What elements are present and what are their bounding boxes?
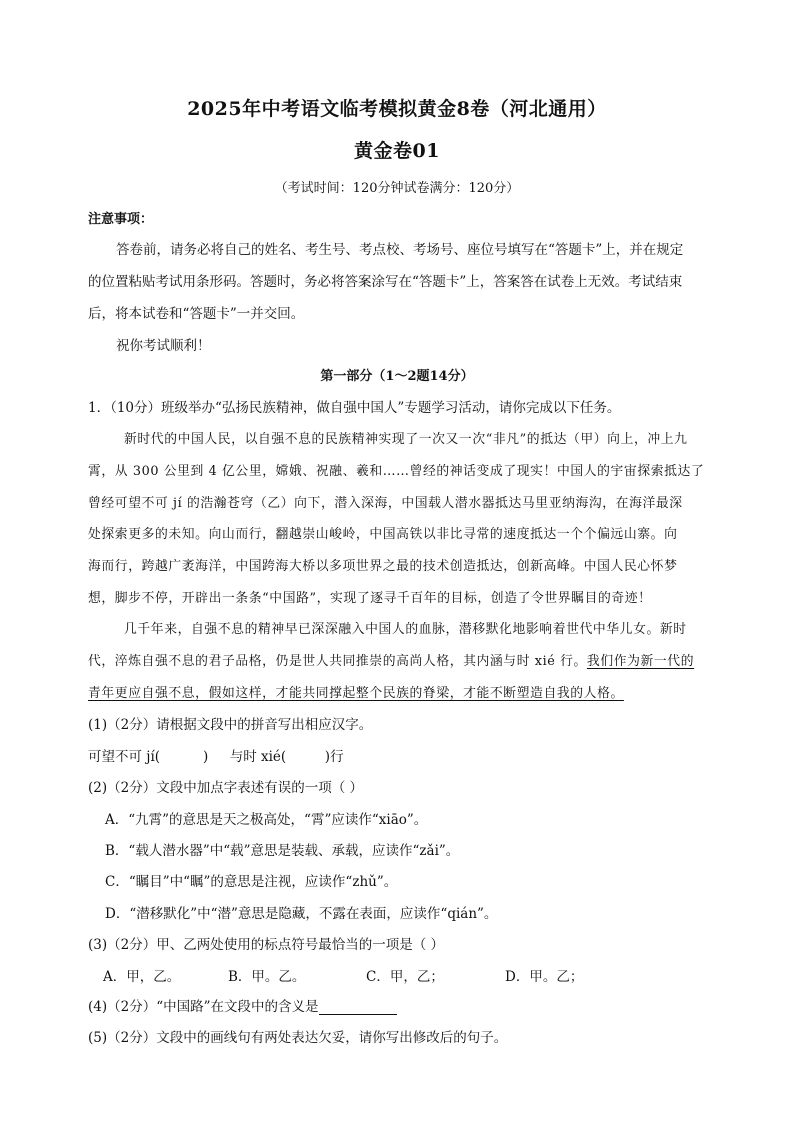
- exam-title: 2025年中考语文临考模拟黄金8卷（河北通用）: [187, 98, 607, 120]
- sub-question-3: (3)（2分）甲、乙两处使用的标点符号最恰当的一项是（ ）: [88, 937, 445, 953]
- sub-question-4: [88, 995, 397, 1015]
- exam-subtitle: 黄金卷01: [354, 140, 440, 162]
- passage-line-with-underline: [88, 650, 694, 669]
- sub-question-4-text: (4)（2分）“中国路”在文段中的含义是: [88, 999, 319, 1015]
- passage-line: 想，脚步不停，开辟出一条条“中国路”，实现了逐寻千百年的目标，创造了令世界瞩目的奇迹！: [88, 591, 652, 606]
- notice-line-3: 后，将本试卷和“答题卡”一并交回。: [88, 306, 305, 322]
- answer-blank[interactable]: [319, 1000, 397, 1015]
- option-d: D．“潜移默化”中“潜”意思是隐藏，不露在表面，应读作“qián”。: [105, 906, 498, 922]
- passage-text: 代，淬炼自强不息的君子品格，仍是世人共同推崇的高尚人格，其内涵与时 xié 行。: [88, 654, 587, 669]
- option-d: D．甲。乙；: [505, 969, 584, 985]
- option-a: A．“九霄”的意思是天之极高处，“霄”应读作“xiāo”。: [105, 812, 428, 828]
- passage-line: 曾经可望不可 jí 的浩瀚苍穹（乙）向下，潜入深海，中国载人潜水器抵达马里亚纳海沟，在海洋最深: [88, 496, 683, 511]
- option-c: C．甲，乙；: [366, 969, 444, 985]
- option-b: B．“载人潜水器”中“载”意思是装载、承载，应读作“zǎi”。: [105, 843, 460, 859]
- notice-wish: 祝你考试顺利！: [116, 338, 211, 354]
- section-heading: 第一部分（1～2题14分）: [320, 369, 474, 384]
- notice-line-1: 答卷前，请务必将自己的姓名、考生号、考点校、考场号、座位号填写在“答题卡”上，并在规定: [116, 242, 684, 258]
- option-c: C．“瞩目”中“瞩”的意思是注视，应读作“zhǔ”。: [105, 874, 398, 890]
- sub-question-5: (5)（2分）文段中的画线句有两处表达欠妥，请你写出修改后的句子。: [88, 1030, 508, 1046]
- sub-question-2: (2)（2分）文段中加点字表述有误的一项（ ）: [88, 780, 364, 796]
- sub-question-1: (1)（2分）请根据文段中的拼音写出相应汉字。: [88, 717, 373, 733]
- passage-line: 海而行，跨越广袤海洋，中国跨海大桥以多项世界之最的技术创造抵达，创新高峰。中国人民心怀梦: [88, 559, 678, 574]
- notice-line-2: 的位置粘贴考试用条形码。答题时，务必将答案涂写在“答题卡”上，答案答在试卷上无效。考试结束: [88, 274, 683, 290]
- option-b: B．甲。乙。: [228, 969, 306, 985]
- question-1-stem: 1．（10分）班级举办“弘扬民族精神，做自强中国人”专题学习活动，请你完成以下任务。: [88, 400, 621, 416]
- passage-line: 新时代的中国人民，以自强不息的民族精神实现了一次又一次“非凡”的抵达（甲）向上，冲上九: [124, 432, 688, 447]
- passage-line: 霄，从 300 公里到 4 亿公里，嫦娥、祝融、羲和……曾经的神话变成了现实！中国人的宇宙探索抵达了: [88, 464, 705, 479]
- passage-line: 几千年来，自强不息的精神早已深深融入中国人的血脉，潜移默化地影响着世代中华儿女。新时: [124, 622, 687, 637]
- option-a: A．甲，乙。: [103, 969, 181, 985]
- underlined-sentence-part-1: 我们作为新一代的: [586, 654, 695, 669]
- underlined-sentence-part-2: 青年更应自强不息，假如这样，才能共同撑起整个民族的脊梁，才能不断塑造自我的人格。: [88, 686, 624, 701]
- exam-info: （考试时间：120分钟试卷满分：120分）: [274, 181, 520, 196]
- passage-line: 处探索更多的未知。向山而行，翻越崇山峻岭，中国高铁以非比寻常的速度抵达一个个偏远山寨。向: [88, 527, 678, 542]
- notice-heading: 注意事项：: [88, 212, 154, 227]
- sub-question-1-fill: 可望不可 jí( ) 与时 xié( )行: [88, 749, 344, 765]
